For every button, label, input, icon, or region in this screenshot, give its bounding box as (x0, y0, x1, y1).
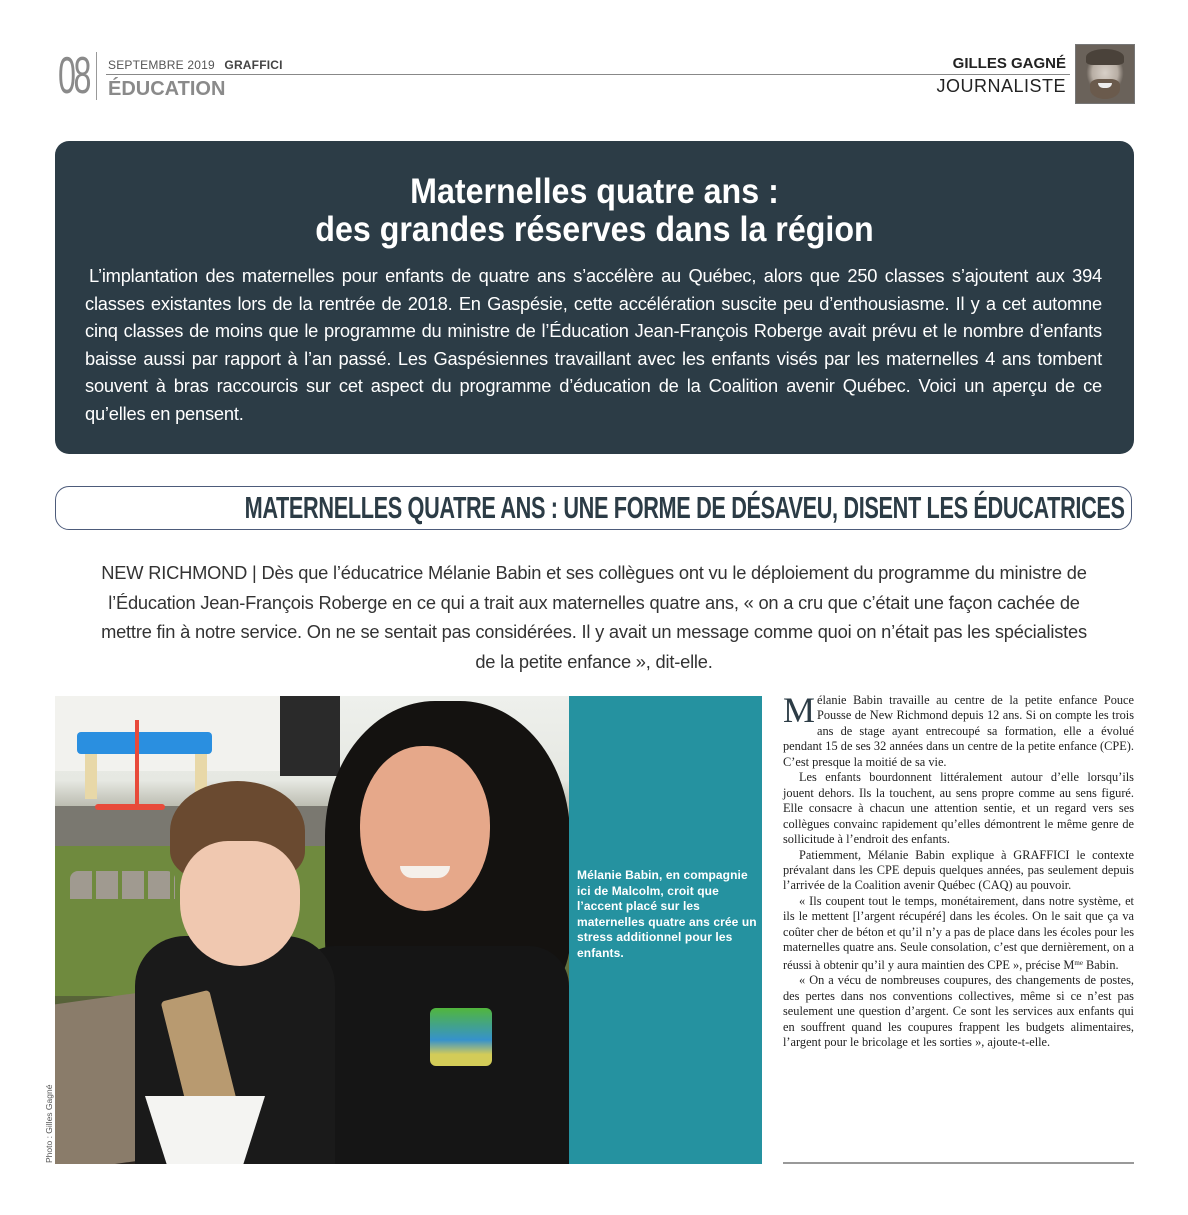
intro-title (98, 173, 1091, 249)
caption-panel (569, 696, 762, 1164)
intro-title-line-2: des grandes réserves dans la région (315, 210, 874, 249)
intro-title-line-1: Maternelles quatre ans : (410, 172, 779, 211)
publication-name: GRAFFICI (224, 58, 283, 72)
drop-cap: M (783, 690, 816, 730)
page-number: 08 (58, 47, 89, 105)
author-role: JOURNALISTE (936, 76, 1066, 96)
body-paragraph: « On a vécu de nombreuses coupures, des changements de postes, des pertes dans nos conventions collectives, même si ce n’est pas seulement une question d’argent. Ce sont les services aux enfants qui en souffrent quand les coupures frappent les budgets alimentaires, l’argent pour le bricolage et les sorties », ajoute-t-elle. (783, 973, 1134, 1049)
body-paragraph: Patiemment, Mélanie Babin explique à GRAFFICI le contexte prévalant dans les CPE depuis quelques années, pas seulement depuis l’arrivée de la Coalition avenir Québec (CAQ) au pouvoir. (783, 847, 1134, 893)
author-photo (1075, 44, 1135, 104)
issue-date: SEPTEMBRE 2019 (108, 58, 215, 72)
body-paragraph: « Ils coupent tout le temps, monétairement, dans notre système, et ils le mettent [l’argent récupéré] dans les écoles. On le sait que ça va coûter cher de béton et qu’il n’y a pas de place dans les écoles pour les maternelles quatre ans. Seule consolation, c’est que dernièrement, on a réussi à obtenir qu’il y aura maintien des CPE », précise $M^{me}$ Babin. (783, 893, 1134, 972)
issue-line (108, 58, 283, 72)
article-photo (55, 696, 569, 1164)
header-rule (106, 74, 1070, 75)
column-end-rule (783, 1162, 1134, 1164)
photo-credit: Photo : Gilles Gagné (44, 1084, 54, 1163)
photo-caption: Mélanie Babin, en compagnie ici de Malcolm, croit que l’accent placé sur les maternelles quatre ans crée un stress additionnel pour les enfants. (577, 868, 757, 960)
body-paragraph: Mélanie Babin travaille au centre de la petite enfance Pouce Pousse de New Richmond depuis 12 ans. Si on compte les trois ans de stage ayant entrecoupé sa formation, elle a évolué pendant 15 de ses 32 années dans un centre de la petite enfance (CPE). C’est presque la moitié de sa vie. (783, 690, 1134, 769)
article-headline: MATERNELLES QUATRE ANS : UNE FORME DE DÉSAVEU, DISENT LES ÉDUCATRICES (244, 490, 1125, 525)
intro-text: L’implantation des maternelles pour enfants de quatre ans s’accélère au Québec, alors que 250 classes s’ajoutent aux 394 classes existantes lors de la rentrée de 2018. En Gaspésie, cette accélération suscite peu d’enthousiasme. Il y a cet automne cinq classes de moins que le programme du ministre de l’Éducation Jean-François Roberge avait prévu et le nombre d’enfants baisse aussi par rapport à l’an passé. Les Gaspésiennes travaillant avec les enfants visés par les maternelles 4 ans tombent souvent à bras raccourcis sur cet aspect du programme d’éducation de la Coalition avenir Québec. Voici un aperçu de ce qu’elles en pensent. (85, 265, 1102, 424)
article-body (783, 690, 1134, 1050)
body-paragraph: Les enfants bourdonnent littéralement autour d’elle lorsqu’ils jouent dehors. Ils la touchent, au sens propre comme au sens figuré. Elle consacre à chacun une attention sentie, et un regard vers ses collègues convainc rapidement qu’elles démontrent le même genre de sollicitude à l’endroit des enfants. (783, 770, 1134, 847)
header-divider (96, 52, 97, 100)
article-lede: NEW RICHMOND | Dès que l’éducatrice Mélanie Babin et ses collègues ont vu le déploiement du programme du ministre de l’Éducation Jean-François Roberge en ce qui a trait aux maternelles quatre ans, « on a cru que c’était une façon cachée de mettre fin à notre service. On ne se sentait pas considérées. Il y avait un message comme quoi on n’était pas les spécialistes de la petite enfance », dit-elle. (101, 562, 1087, 672)
article-headline-box (55, 486, 1132, 530)
intro-box (55, 141, 1134, 454)
section-label: ÉDUCATION (108, 78, 226, 100)
shirt-logo (430, 1008, 492, 1066)
author-name: GILLES GAGNÉ (952, 55, 1066, 72)
